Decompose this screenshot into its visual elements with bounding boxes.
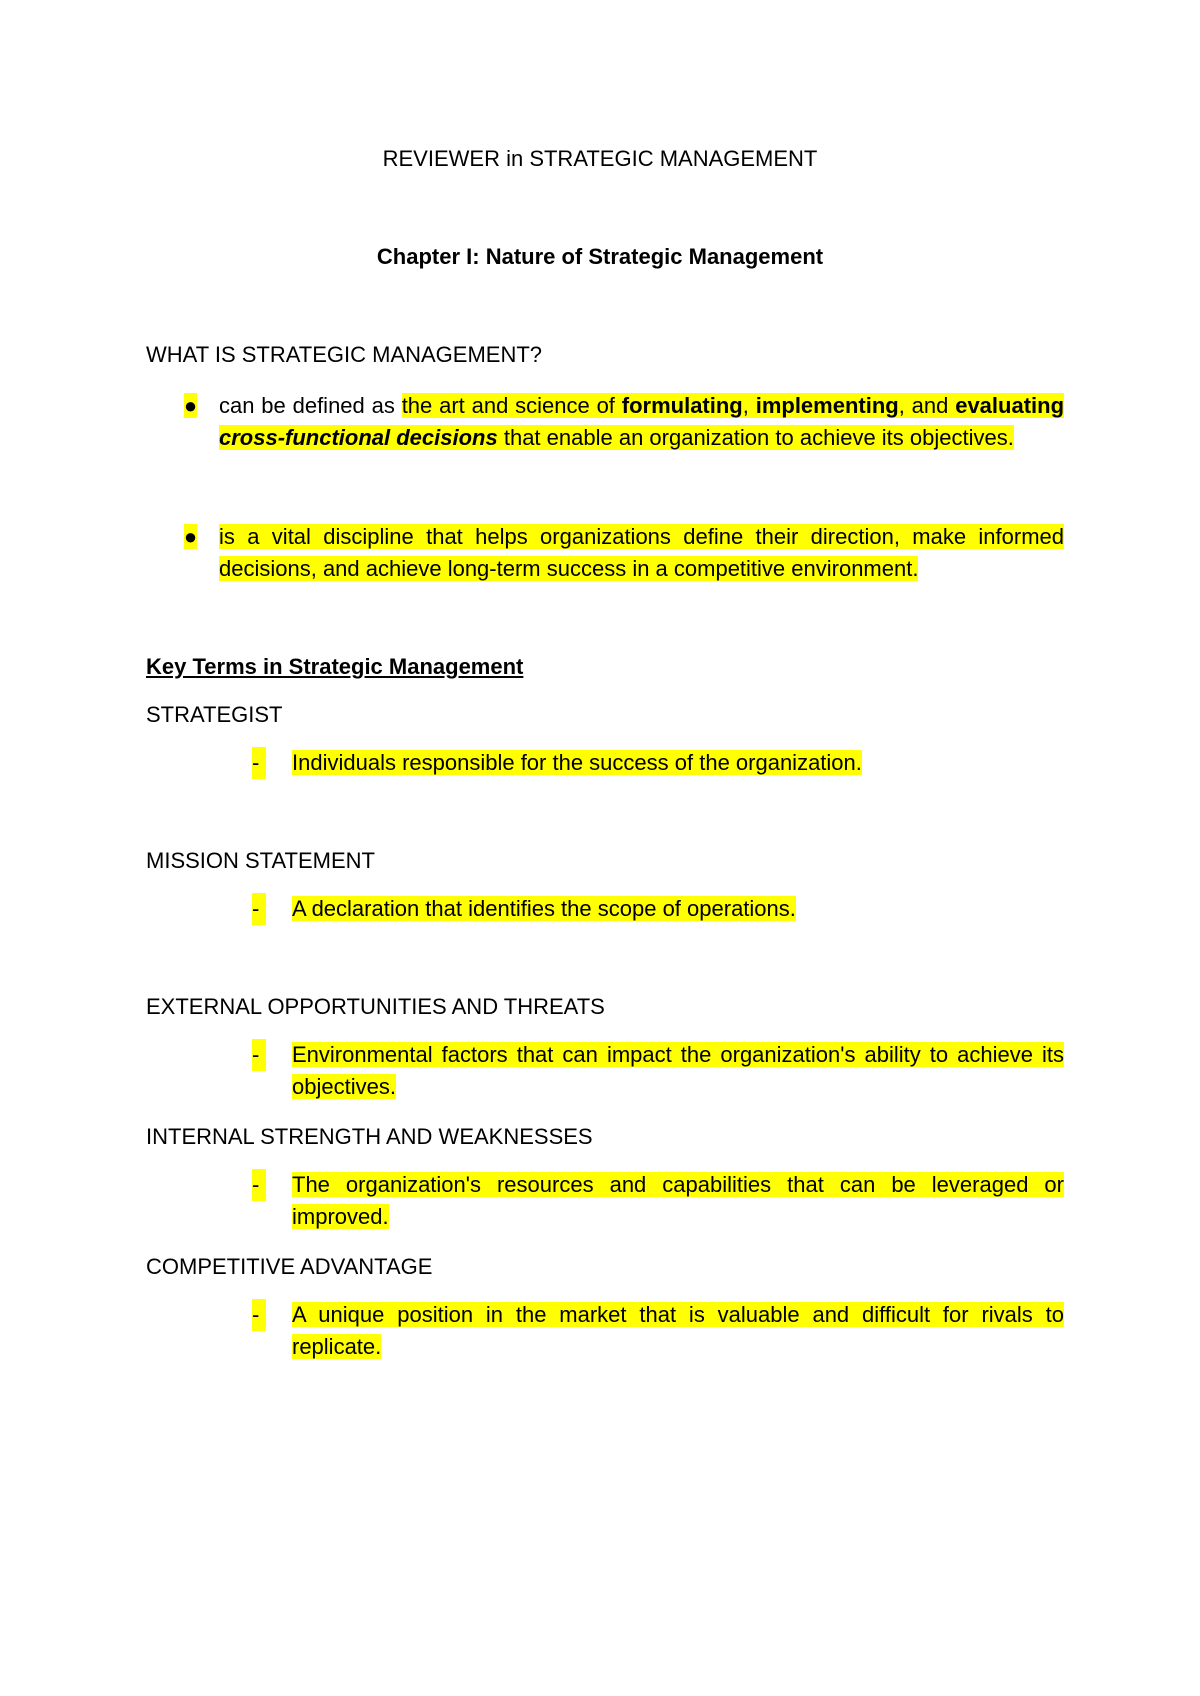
dash-marker: - <box>252 893 266 925</box>
section-heading-what-is: WHAT IS STRATEGIC MANAGEMENT? <box>146 342 543 367</box>
bullet-definition <box>146 390 1064 454</box>
term-heading-competitive-advantage: COMPETITIVE ADVANTAGE <box>146 1254 433 1279</box>
term-definition-mission-statement: - A declaration that identifies the scope of operations. <box>252 893 1064 925</box>
chapter-title-text: Chapter I: Nature of Strategic Management <box>376 244 824 269</box>
bullet-marker-icon: ● <box>183 524 198 549</box>
chapter-title <box>0 244 1200 270</box>
term-heading-mission-statement: MISSION STATEMENT <box>146 848 375 873</box>
term-heading-external: EXTERNAL OPPORTUNITIES AND THREATS <box>146 994 605 1019</box>
document-title: REVIEWER in STRATEGIC MANAGEMENT <box>382 146 818 171</box>
dash-marker: - <box>252 1039 266 1071</box>
dash-marker: - <box>252 1169 266 1201</box>
dash-marker: - <box>252 747 266 779</box>
term-heading-internal: INTERNAL STRENGTH AND WEAKNESSES <box>146 1124 593 1149</box>
bullet-definition-text: can be defined as the art and science of formulating, implementing, and evaluating cross-functional decisions that enable an organization to achieve its objectives. <box>219 393 1065 450</box>
bullet-discipline-text: is a vital discipline that helps organizations define their direction, make informed decisions, and achieve long-term success in a competitive environment. <box>219 524 1064 581</box>
term-heading-strategist: STRATEGIST <box>146 702 283 727</box>
term-definition-competitive-advantage: - A unique position in the market that is valuable and difficult for rivals to replicate. <box>252 1299 1064 1363</box>
term-definition-internal: - The organization's resources and capabilities that can be leveraged or improved. <box>252 1169 1064 1233</box>
key-terms-heading: Key Terms in Strategic Management <box>146 654 524 679</box>
bullet-discipline <box>146 521 1064 585</box>
bullet-marker-icon: ● <box>183 393 198 418</box>
dash-marker: - <box>252 1299 266 1331</box>
term-definition-external: - Environmental factors that can impact the organization's ability to achieve its objectives. <box>252 1039 1064 1103</box>
term-definition-strategist: - Individuals responsible for the success of the organization. <box>252 747 1064 779</box>
